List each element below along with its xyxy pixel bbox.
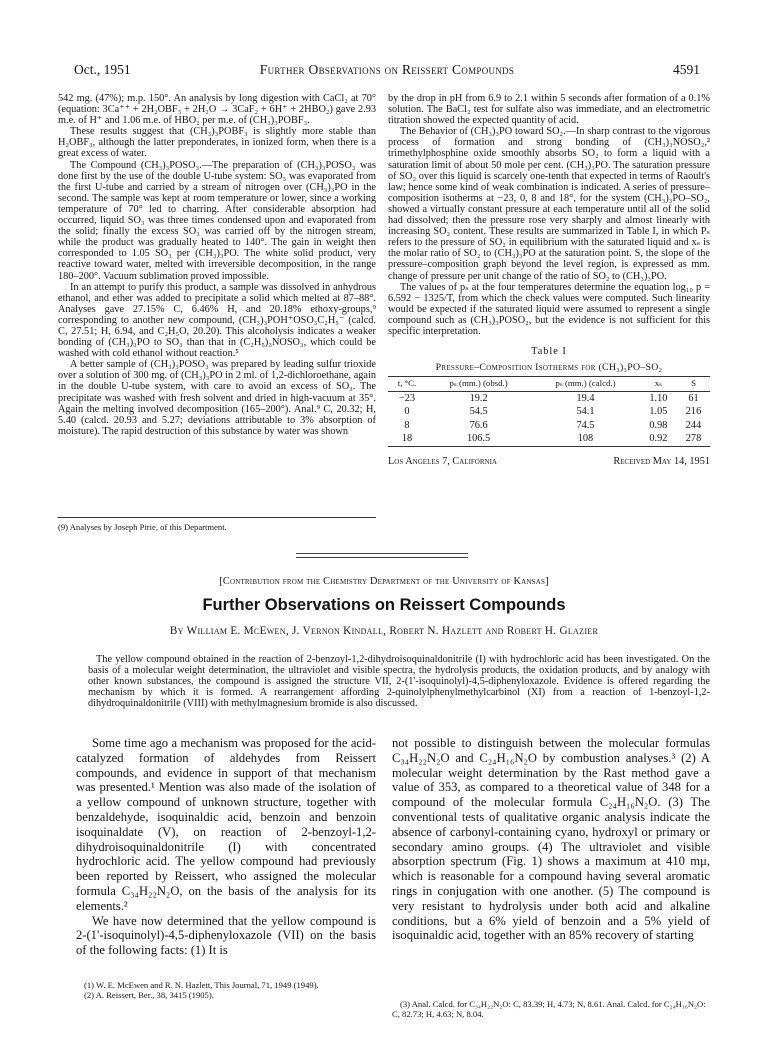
footnote: (9) Analyses by Joseph Pirie, of this Department. — [58, 522, 227, 532]
paragraph: We have now determined that the yellow compound is 2-(1'-isoquinolyl)-4,5-diphenyloxazole (VII) on the basis of the following facts: (1) It is — [76, 913, 376, 958]
table-cell: 1.10 — [649, 392, 668, 404]
table-cell: −23 — [398, 392, 416, 404]
paragraph: These results suggest that (CH₃)₃POBF₃ is slightly more stable than H₂OBF₃, although the latter preponderates, in ionized form, when there is a great excess of water. — [58, 126, 376, 160]
table-row — [388, 391, 710, 405]
running-title: Further Observations on Reissert Compounds — [259, 62, 515, 77]
article-footnotes-left — [76, 980, 376, 1001]
table-cell: 19.4 — [576, 392, 595, 404]
table-cell: 61 — [688, 392, 699, 404]
paragraph: A better sample of (CH₃)₃POSO₃ was prepared by leading sulfur trioxide over a solution of 300 mg. of (CH₃)₃PO in 2 ml. of 1,2-dichloroethane, again in the double U-tube system, with care to avoid an excess of SO₃. The precipitate was washed with fresh solvent and dried in high-vacuum at 35°. Again the melting involved decomposition (165–200°). Anal.⁹ C, 20.32; H, 5.40 (calcd. 20.93 and 5.27; deviations attributable to 3% absorption of moisture). The rapid destruction of this substance by water was shown — [58, 359, 376, 437]
table-cell: 0.98 — [649, 419, 668, 431]
table-cell: 106.5 — [426, 432, 531, 446]
table-cell: 74.5 — [576, 419, 595, 431]
table-cell: 54.1 — [576, 406, 595, 418]
previous-article-right-column — [388, 93, 710, 470]
table-row — [388, 405, 710, 419]
article-body-right-column — [392, 736, 710, 943]
footnote: (3) Anal. Calcd. for C₃₄H₂₂N₂O: C, 83.39; H, 4.73; N, 8.61. Anal. Calcd. for C₂₄H₁₆N₂O: C, 82.73; H, 4.63; N, 8.04. — [392, 999, 706, 1020]
table-cell: 54.5 — [469, 406, 488, 418]
table-row — [388, 432, 710, 446]
contribution-line: [Contribution from the Chemistry Department of the University of Kansas] — [219, 576, 549, 587]
table-cell: 1.05 — [649, 406, 668, 418]
footnote: (2) A. Reissert, Ber., 38, 3415 (1905). — [84, 990, 214, 1001]
table-cell: 0.92 — [640, 432, 677, 446]
table-cell: 19.2 — [469, 392, 488, 404]
article-body-left-column — [76, 736, 376, 958]
paragraph: 542 mg. (47%); m.p. 150°. An analysis by long digestion with CaCl₂ at 70° (equation: 3Ca⁺⁺ + 2H₂OBF₃ + 2H₂O → 3CaF₂ + 6H⁺ + 2HBO₂) gave 2.93 m.e. of H⁺ and 1.06 m.e. of HBO₂ per m.e. of (CH₃)₃POBF₃. — [58, 93, 376, 127]
column-header: t, °C. — [388, 377, 426, 392]
table-row — [388, 419, 710, 433]
paragraph: not possible to distinguish between the molecular formulas C₃₄H₂₂N₂O and C₂₄H₁₆N₂O by combustion analyses.³ (2) A molecular weight determination by the Rast method gave a value of 353, as compared to a theoretical value of 348 for a compound of the molecular formula C₂₄H₁₆N₂O. (3) The conventional tests of qualitative organic analysis indicate the absence of carbonyl-containing cyano, hydroxyl or primary or secondary amino groups. (4) The ultraviolet and visible absorption spectrum (Fig. 1) shows a maximum at 410 mμ, which is reasonable for a compound having several aromatic rings in conjugation with one another. (5) The compound is very resistant to hydrolysis under both acid and alkaline conditions, but a 6% yield of benzoin and a 5% yield of isoquinaldic acid, together with an 85% recovery of starting — [392, 736, 710, 943]
footnote-divider — [58, 517, 376, 518]
abstract: The yellow compound obtained in the reaction of 2-benzoyl-1,2-dihydroisoquinaldonitrile (I) with hydrochloric acid has been investigated. On the basis of a molecular weight determination, the ultraviolet and visible spectra, the hydrolysis products, the oxidation products, and by analogy with other known substances, the compound is assigned the structure VII, 2-(1'-isoquinolyl)-4,5-diphenyloxazole. Evidence is offered regarding the mechanism by which it is formed. A rearrangement affording 2-quinolylphenylmethylcarbinol (XI) from a reaction of 1-benzoyl-1,2-dihydroquinaldonitrile (VIII) with methylmagnesium bromide is also discussed. — [88, 654, 710, 710]
isotherm-table — [388, 376, 710, 447]
article-title: Further Observations on Reissert Compounds — [202, 596, 566, 614]
table-caption: Pressure–Composition Isotherms for (CH₃)₃PO–SO₂ — [435, 362, 663, 374]
column-header: pₛ (mm.) (obsd.) — [426, 377, 531, 392]
table-cell: 76.6 — [469, 419, 488, 431]
article-separator — [296, 553, 468, 558]
article-footnotes-right — [392, 999, 710, 1020]
paragraph: The Compound (CH₃)₃POSO₃.—The preparation of (CH₃)₃POSO₃ was done first by the use of the double U-tube system: SO₃ was evaporated from the first U-tube and carried by a stream of nitrogen over (CH₃)₃PO in the second. The sample was kept at room temperature or lower, since a working temperature of 70° led to charring. After considerable absorption had occurred, liquid SO₃ was three times condensed upon and evaporated from the solid; finally the excess SO₃ was carried off by the nitrogen stream, while the product was gradually heated to 140°. The gain in weight then corresponded to 1.05 SO₃ per (CH₃)₃PO. The white solid product, very reactive toward water, melted with irreversible decomposition, in the range 180–200°. Vacuum sublimation proved impossible. — [58, 159, 376, 282]
table-header-row — [388, 377, 710, 392]
table-title: Table I — [531, 346, 567, 358]
footnote: (1) W. E. McEwen and R. N. Hazlett, This Journal, 71, 1949 (1949). — [84, 980, 319, 990]
table-cell: 8 — [404, 419, 410, 431]
previous-article-left-column — [58, 93, 376, 437]
table-cell: 18 — [388, 432, 426, 446]
paragraph: In an attempt to purify this product, a sample was dissolved in anhydrous ethanol, and ether was added to precipitate a solid which melted at 87–88°. Analyses gave 27.15% C, 6.46% H, and 20.18% ethoxy-groups,⁹ corresponding to another new compound, (CH₃)₃POH⁺OSO₃C₂H₅⁻ (calcd. C, 27.51; H, 6.94, and C₂H₅O, 20.20). This alcoholysis indicates a weaker bonding of (CH₃)₃PO to SO₃ than that in (C₂H₅)₃NOSO₃, which could be washed with cold ethanol without reaction.⁵ — [58, 281, 376, 360]
column-header: xₛ — [640, 377, 677, 392]
paragraph: Some time ago a mechanism was proposed for the acid-catalyzed formation of aldehydes from Reissert compounds, and evidence in support of that mechanism was presented.¹ Mention was also made of the isolation of a yellow compound of unknown structure, together with benzaldehyde, isoquinaldic acid, benzoin and benzoin isoquinaldate (V), on reaction of 2-benzoyl-1,2-dihydroisoquinaldonitrile (I) with concentrated hydrochloric acid. The yellow compound had previously been reported by Reissert, who assigned the molecular formula C₃₄H₂₂N₂O, on the basis of the analysis for its elements.² — [76, 736, 376, 913]
signoff — [388, 456, 710, 470]
paragraph: by the drop in pH from 6.9 to 2.1 within 5 seconds after formation of a 0.1% solution. The BaCl₂ test for sulfate also was immediate, and an electrometric titration showed the expected quantity of acid. — [388, 93, 710, 127]
column-header: S — [677, 377, 710, 392]
paragraph: The values of pₛ at the four temperatures determine the equation log₁₀ p = 6.592 − 1325/T, from which the check values were computed. Such linearity would be expected if the saturated liquid were assumed to represent a single compound such as (CH₃)₃POSO₂, but the evidence is not sufficient for this specific interpretation. — [388, 281, 710, 337]
author-line: By William E. McEwen, J. Vernon Kindall, Robert N. Hazlett and Robert H. Glazier — [169, 625, 599, 637]
signoff-location: Los Angeles 7, California — [388, 455, 497, 467]
table-cell: 278 — [677, 432, 710, 446]
paragraph: The Behavior of (CH₃)₃PO toward SO₂.—In sharp contrast to the vigorous process of formation and strong bonding of (CH₃)₃NOSO₂,² trimethylphosphine oxide smoothly absorbs SO₂ to form a liquid with a saturation limit of about 50 mole per cent. (CH₃)₃PO. The saturation pressure of SO₂ over this liquid is scarcely one-tenth that expected in terms of Raoult's law; hence some kind of weak combination is indicated. A series of pressure–composition isotherms at −23, 0, 8 and 18°, for the system (CH₃)₃PO–SO₂, showed a virtually constant pressure at each temperature until all of the solid had dissolved; then the pressure rose very sharply and almost linearly with increasing SO₂ content. These results are summarized in Table I, in which Pₛ refers to the pressure of SO₂ in equilibrium with the saturated liquid and xₛ is the molar ratio of SO₂ to (CH₃)₃PO at the saturation point. S, the slope of the pressure–composition graph beyond the level region, is expressed as mm. change of pressure per unit change of the ratio of SO₂ to (CH₃)₃PO. — [388, 126, 710, 282]
table-cell: 244 — [685, 419, 702, 431]
page-number: 4591 — [673, 62, 700, 77]
signoff-received: Received May 14, 1951 — [613, 455, 710, 467]
column-header: pₛ (mm.) (calcd.) — [531, 377, 640, 392]
running-head — [74, 62, 700, 82]
issue-date: Oct., 1951 — [74, 62, 131, 77]
table-cell: 0 — [404, 406, 410, 418]
table-cell: 216 — [685, 406, 702, 418]
table-cell: 108 — [531, 432, 640, 446]
